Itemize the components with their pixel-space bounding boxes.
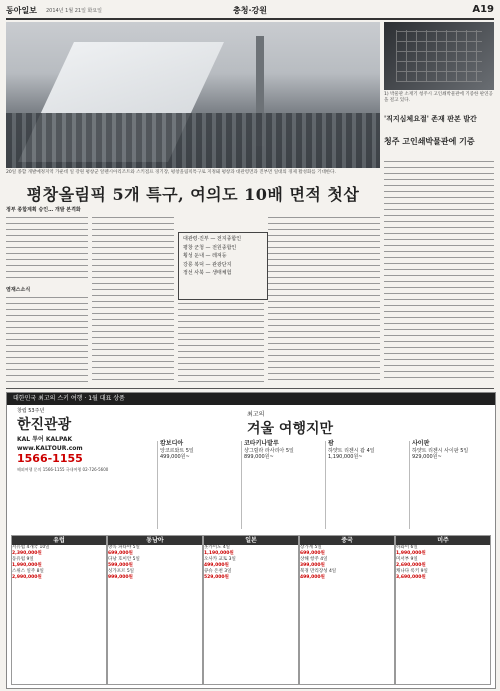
- ad-region-title: 유럽: [12, 536, 106, 545]
- ad-dest-line: 하얏트 리젠시 사이판 5일: [412, 447, 469, 454]
- ad-dest-line: 샹그릴라 라사리아 5일: [244, 447, 294, 454]
- ad-price: 699,000원: [108, 551, 133, 556]
- ad-item: 서유럽 4개국 10일: [12, 545, 50, 550]
- ad-price: 1,990,000원: [12, 563, 42, 568]
- ad-region-grid: [11, 535, 491, 683]
- article-column-1: [6, 214, 88, 284]
- side-photo: [384, 22, 494, 90]
- ad-phone: 1566-1155: [17, 452, 83, 465]
- side-headline-2: 청주 고인쇄박물관에 기증: [384, 136, 475, 146]
- ad-item: 다낭 호이안 5일: [108, 557, 140, 562]
- section-title: 충청·강원: [233, 6, 267, 15]
- ad-region-title: 일본: [204, 536, 298, 545]
- ad-dest-price: 899,000원~: [244, 454, 274, 460]
- side-headline: '직지심체요절' 존재 판본 발간: [384, 114, 477, 123]
- ad-destination: [409, 441, 492, 529]
- zone-item: 평창 군청 — 전원종합인: [183, 244, 237, 251]
- ad-since: 창립 53주년: [17, 408, 45, 414]
- ad-price: 999,000원: [108, 575, 133, 580]
- ad-region: [299, 535, 395, 685]
- ad-dest-title: 괌: [328, 440, 334, 447]
- article-column-4: [268, 214, 380, 384]
- ad-region-title: 동남아: [108, 536, 202, 545]
- issue-date: 2014년 1월 21일 화요일: [46, 8, 103, 14]
- ad-slogan: [247, 409, 333, 438]
- ad-price: 399,000원: [300, 563, 325, 568]
- masthead: [6, 4, 494, 20]
- newspaper-logo: 동아일보: [6, 5, 37, 15]
- ad-price: 599,000원: [108, 563, 133, 568]
- ad-url: www.KALTOUR.com: [17, 445, 83, 452]
- ad-item: 캐나다 록키 9일: [396, 569, 428, 574]
- ad-region-title: 미주: [396, 536, 490, 545]
- ad-item: 홋카이도 4일: [204, 545, 231, 550]
- main-headline: 평창올림픽 5개 특구, 여의도 10배 면적 첫삽: [26, 185, 360, 204]
- ad-price: 2,690,000원: [396, 563, 426, 568]
- ad-destinations: [157, 441, 491, 531]
- ad-item: 싱가포르 5일: [108, 569, 135, 574]
- zone-item: 대관령·진부 — 전지종합인: [183, 236, 242, 242]
- ad-price: 699,000원: [300, 551, 325, 556]
- ad-price: 529,000원: [204, 575, 229, 580]
- ad-item: 동유럽 9일: [12, 557, 34, 562]
- ad-item: 미서부 9일: [396, 557, 418, 562]
- ad-brand-name: 한진관광: [17, 417, 72, 433]
- main-photo-caption: 20일 종합 개발예정지역 가운데 일 강원 평창군 알펜시아리조트와 스키점프 경기장, 평창올림픽특구로 지정돼 평창과 대관령면과 진부면 일대의 경제 활성화를 기대한다.: [6, 170, 336, 175]
- side-article-text: [384, 158, 494, 384]
- zone-item: 강릉 복덕 — 관광단지: [183, 261, 232, 268]
- ad-price: 499,000원: [300, 575, 325, 580]
- ad-price: 499,000원: [204, 563, 229, 568]
- ad-slogan-small: 최고의: [247, 411, 265, 418]
- zone-item: 횡성 둔내 — 레져등: [183, 253, 227, 259]
- ad-item: 하와이 6일: [396, 545, 418, 550]
- ad-region: [11, 535, 107, 685]
- ad-item: 상해 항주 4일: [300, 557, 328, 562]
- special-zone-list: [178, 232, 268, 300]
- ad-dest-price: 1,190,000원~: [328, 454, 363, 460]
- ad-slogan-text: 겨울 여행지만: [247, 421, 334, 437]
- ad-dest-title: 사이판: [412, 440, 430, 447]
- news-briefs-heading: 염재스소식: [6, 287, 31, 293]
- article-column-2: [92, 214, 174, 384]
- article-subtitle: 정부 종합계획 승인… 개발 본격화: [6, 207, 81, 213]
- zone-item: 정선 사북 — 생태체험: [183, 270, 232, 276]
- main-photo: [6, 22, 380, 168]
- ad-item: 오사카 교토 3일: [204, 557, 236, 562]
- ad-price: 1,990,000원: [396, 551, 426, 556]
- page-number: A19: [472, 4, 494, 15]
- ad-item: 장가계 5일: [300, 545, 322, 550]
- ad-price: 3,690,000원: [396, 575, 426, 580]
- ad-price: 2,390,000원: [12, 551, 42, 556]
- tree-line: [6, 113, 380, 168]
- ad-region: [395, 535, 491, 685]
- ad-dest-price: 499,000원~: [160, 454, 190, 460]
- ad-item: 방콕 파타야 5일: [108, 545, 140, 550]
- ad-destination: [157, 441, 240, 529]
- travel-advertisement: [6, 392, 496, 689]
- ad-destination: [325, 441, 408, 529]
- ad-item: 북경 만리장성 4일: [300, 569, 337, 574]
- ad-price: 2,990,000원: [12, 575, 42, 580]
- ad-dest-line: 앙코르와트 5일: [160, 447, 194, 454]
- ad-item: 스위스 일주 8일: [12, 569, 44, 574]
- ad-dest-line: 하얏트 리젠시 괌 4일: [328, 447, 375, 454]
- ad-brand-sub: KAL 투어 KALPAK: [17, 436, 73, 443]
- ad-brand-block: [17, 407, 147, 477]
- ad-item: 큐슈 온천 3일: [204, 569, 232, 574]
- ad-region: [203, 535, 299, 685]
- ad-region: [107, 535, 203, 685]
- article-column-3: [178, 300, 264, 384]
- ad-note: 해외여행 문의 1566-1155 국내여행 02-726-5600: [17, 467, 109, 472]
- ad-dest-title: 코타키나발루: [244, 440, 279, 447]
- side-photo-caption: 1) 박물관 소재기 청주시 고인쇄박물관에 기증한 판연공을 걸고 있다.: [384, 92, 493, 103]
- ad-destination: [241, 441, 324, 529]
- section-divider: [6, 388, 494, 389]
- ad-price: 1,190,000원: [204, 551, 234, 556]
- ad-region-title: 중국: [300, 536, 394, 545]
- ad-dest-price: 929,000원~: [412, 454, 442, 460]
- ad-dest-title: 캄보디아: [160, 440, 184, 447]
- news-briefs-text: [6, 294, 88, 384]
- ad-topbar: 대한민국 최고의 스키 여행 · 1월 대표 상품: [7, 393, 495, 405]
